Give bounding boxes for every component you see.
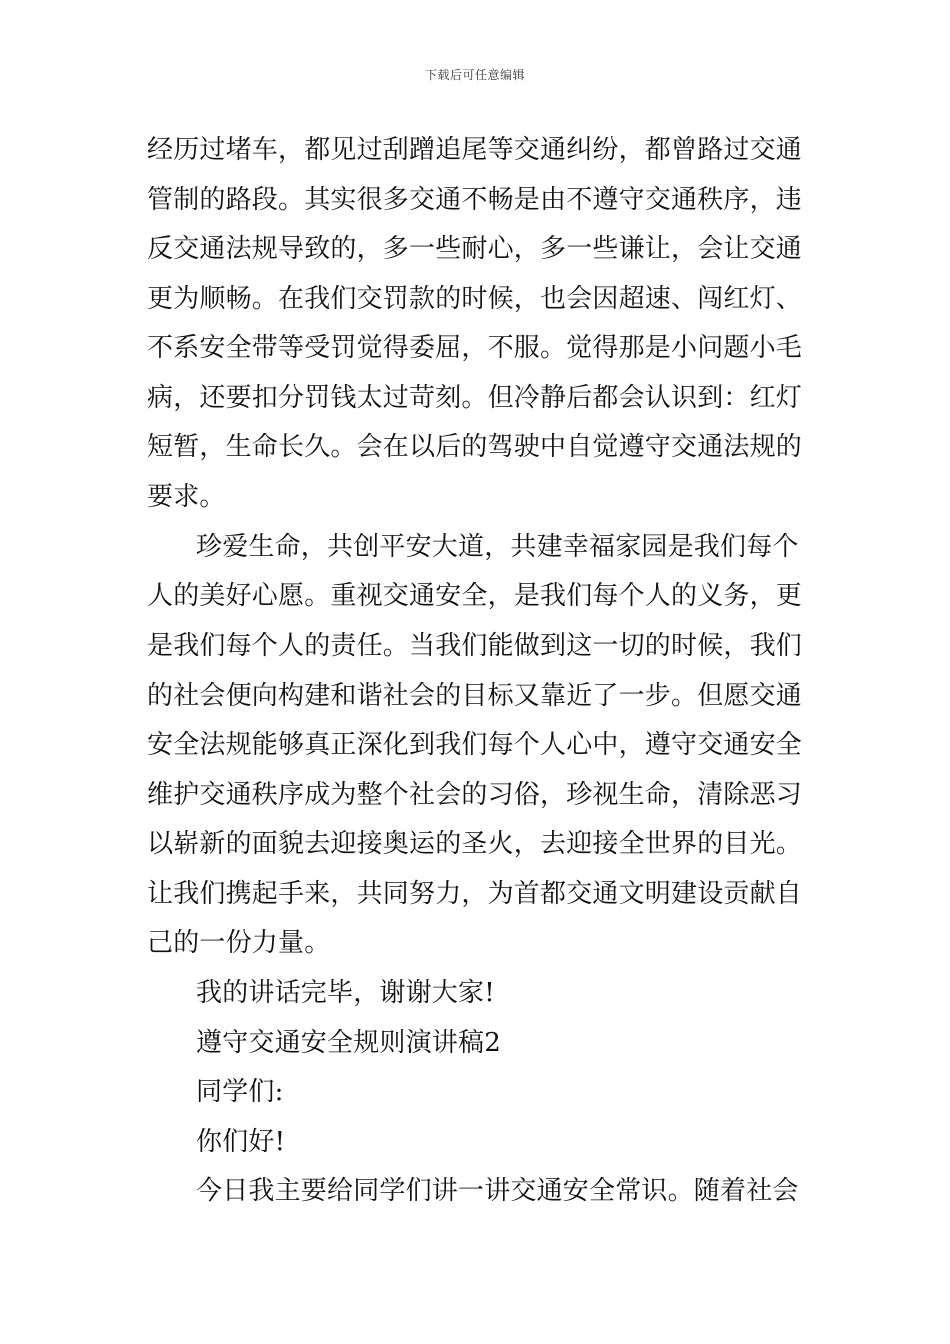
paragraph-line: 己的一份力量。	[147, 928, 331, 958]
closing-remark: 我的讲话完毕，谢谢大家!	[196, 978, 495, 1008]
paragraph-line: 安全法规能够真正深化到我们每个人心中，遵守交通安全	[147, 730, 803, 760]
paragraph-line: 要求。	[147, 482, 226, 512]
speech-title: 遵守交通安全规则演讲稿2	[196, 1028, 501, 1058]
paragraph-first-line: 珍爱生命，共创平安大道，共建幸福家园是我们每个	[196, 532, 799, 562]
paragraph-line: 的社会便向构建和谐社会的目标又靠近了一步。但愿交通	[147, 681, 803, 711]
salutation: 同学们:	[196, 1077, 284, 1107]
paragraph-line: 经历过堵车，都见过刮蹭追尾等交通纠纷，都曾路过交通	[147, 135, 803, 165]
paragraph-line: 更为顺畅。在我们交罚款的时候，也会因超速、闯红灯、	[147, 284, 803, 314]
paragraph-line: 维护交通秩序成为整个社会的习俗，珍视生命，清除恶习	[147, 780, 803, 810]
paragraph-line: 以崭新的面貌去迎接奥运的圣火，去迎接全世界的目光。	[147, 829, 803, 859]
paragraph-line: 是我们每个人的责任。当我们能做到这一切的时候，我们	[147, 631, 803, 661]
paragraph-line: 病，还要扣分罚钱太过苛刻。但冷静后都会认识到：红灯	[147, 383, 803, 413]
page-header-note: 下载后可任意编辑	[424, 68, 525, 82]
paragraph-line: 管制的路段。其实很多交通不畅是由不遵守交通秩序，违	[147, 185, 803, 215]
paragraph-first-line: 今日我主要给同学们讲一讲交通安全常识。随着社会	[196, 1176, 799, 1206]
paragraph-line: 不系安全带等受罚觉得委屈，不服。觉得那是小问题小毛	[147, 333, 803, 363]
greeting: 你们好!	[196, 1127, 286, 1157]
paragraph-line: 反交通法规导致的，多一些耐心，多一些谦让，会让交通	[147, 234, 803, 264]
paragraph-line: 短暂，生命长久。会在以后的驾驶中自觉遵守交通法规的	[147, 432, 803, 462]
paragraph-line: 让我们携起手来，共同努力，为首都交通文明建设贡献自	[147, 879, 803, 909]
paragraph-line: 人的美好心愿。重视交通安全，是我们每个人的义务，更	[147, 581, 803, 611]
